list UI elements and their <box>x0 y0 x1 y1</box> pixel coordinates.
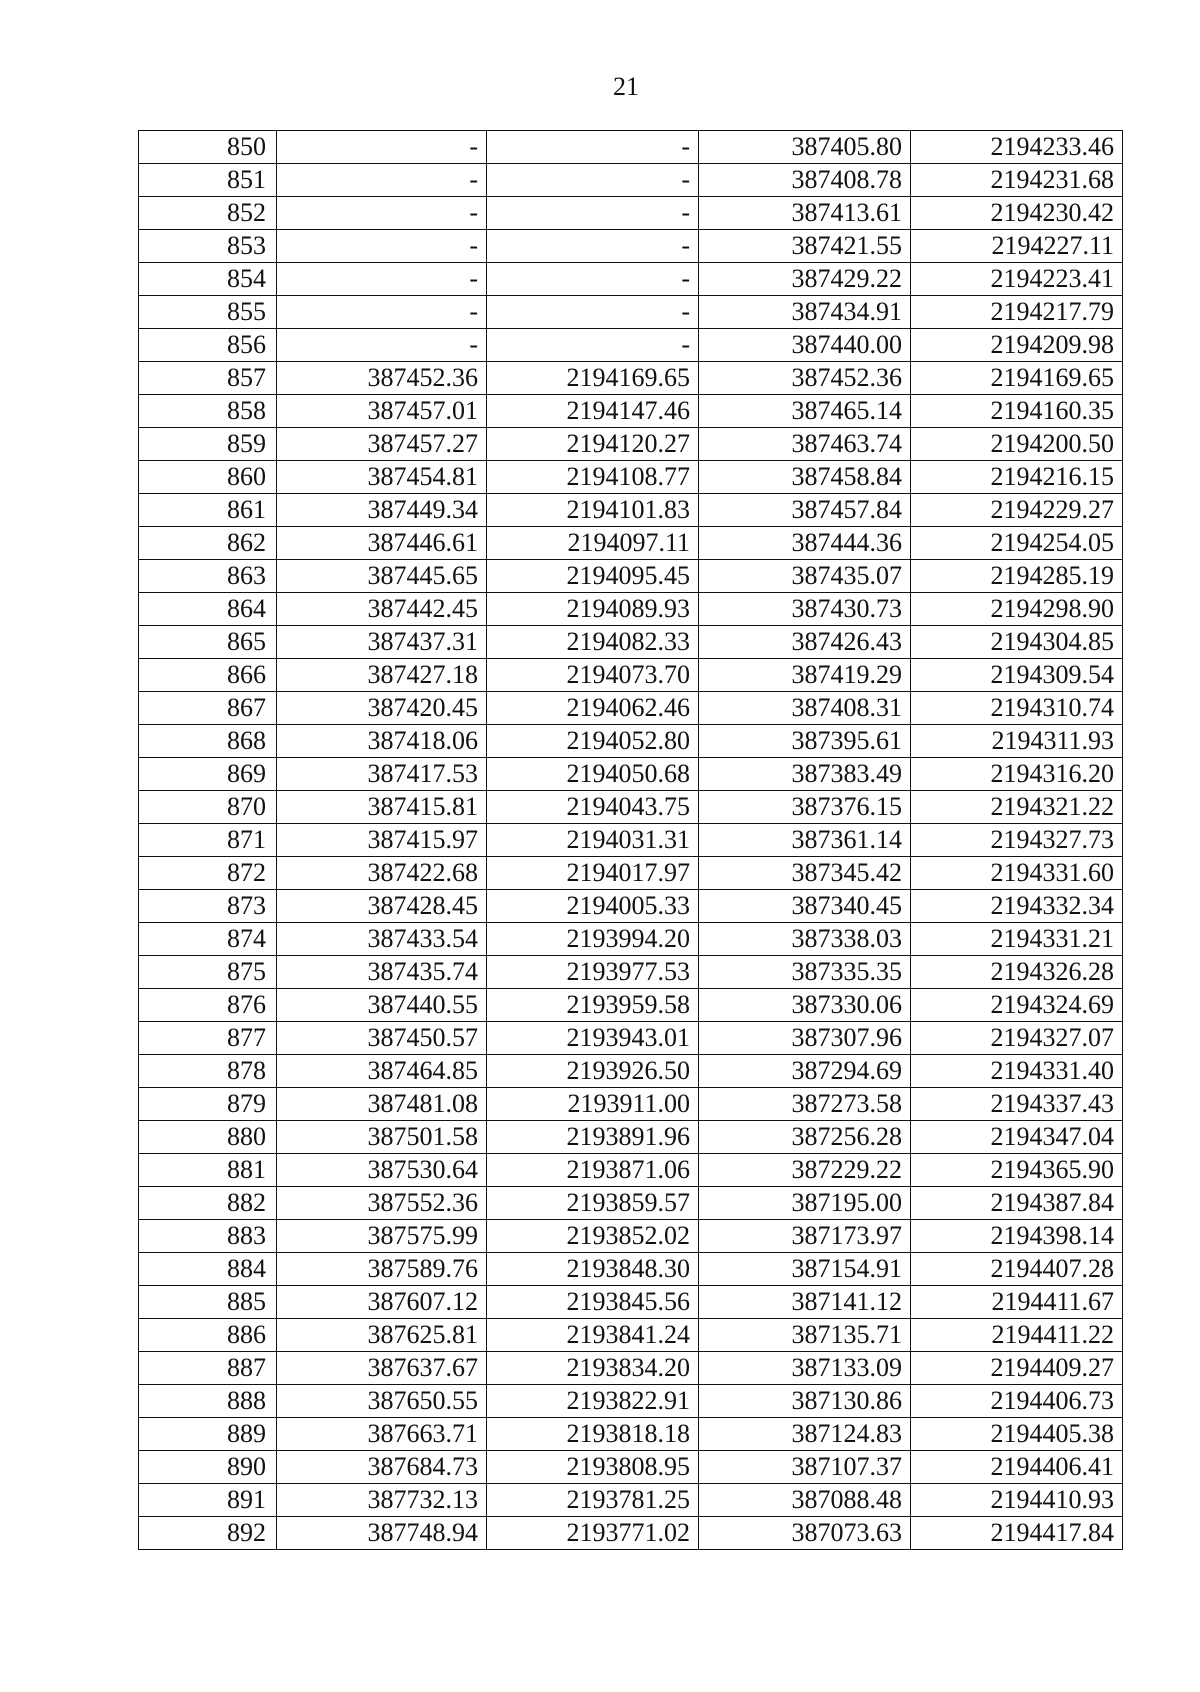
point-number-cell: 864 <box>139 593 277 626</box>
y-coordinate-cell: 2193943.01 <box>487 1022 699 1055</box>
y-coordinate-cell: - <box>487 296 699 329</box>
y-coordinate-cell: 2194005.33 <box>487 890 699 923</box>
point-number-cell: 885 <box>139 1286 277 1319</box>
table-row <box>139 1286 1123 1319</box>
y-coordinate-cell: 2194147.46 <box>487 395 699 428</box>
x-coordinate-cell: - <box>277 296 487 329</box>
point-number-cell: 868 <box>139 725 277 758</box>
y-coordinate-new-cell: 2194331.60 <box>911 857 1123 890</box>
x-coordinate-cell: 387452.36 <box>277 362 487 395</box>
table-row <box>139 164 1123 197</box>
x-coordinate-new-cell: 387340.45 <box>699 890 911 923</box>
y-coordinate-new-cell: 2194200.50 <box>911 428 1123 461</box>
y-coordinate-new-cell: 2194327.73 <box>911 824 1123 857</box>
x-coordinate-cell: 387445.65 <box>277 560 487 593</box>
x-coordinate-new-cell: 387419.29 <box>699 659 911 692</box>
x-coordinate-cell: 387625.81 <box>277 1319 487 1352</box>
y-coordinate-new-cell: 2194417.84 <box>911 1517 1123 1550</box>
y-coordinate-cell: - <box>487 197 699 230</box>
y-coordinate-new-cell: 2194217.79 <box>911 296 1123 329</box>
x-coordinate-cell: 387450.57 <box>277 1022 487 1055</box>
point-number-cell: 853 <box>139 230 277 263</box>
x-coordinate-new-cell: 387408.78 <box>699 164 911 197</box>
x-coordinate-new-cell: 387408.31 <box>699 692 911 725</box>
x-coordinate-cell: 387415.81 <box>277 791 487 824</box>
x-coordinate-cell: 387427.18 <box>277 659 487 692</box>
x-coordinate-new-cell: 387429.22 <box>699 263 911 296</box>
point-number-cell: 874 <box>139 923 277 956</box>
point-number-cell: 873 <box>139 890 277 923</box>
y-coordinate-cell: 2194052.80 <box>487 725 699 758</box>
table-row <box>139 1121 1123 1154</box>
y-coordinate-cell: 2193926.50 <box>487 1055 699 1088</box>
x-coordinate-cell: 387530.64 <box>277 1154 487 1187</box>
x-coordinate-new-cell: 387338.03 <box>699 923 911 956</box>
point-number-cell: 852 <box>139 197 277 230</box>
y-coordinate-new-cell: 2194233.46 <box>911 131 1123 164</box>
table-row <box>139 659 1123 692</box>
coordinate-table <box>138 130 1123 1550</box>
y-coordinate-new-cell: 2194298.90 <box>911 593 1123 626</box>
point-number-cell: 889 <box>139 1418 277 1451</box>
y-coordinate-new-cell: 2194311.93 <box>911 725 1123 758</box>
y-coordinate-new-cell: 2194321.22 <box>911 791 1123 824</box>
y-coordinate-new-cell: 2194254.05 <box>911 527 1123 560</box>
x-coordinate-new-cell: 387383.49 <box>699 758 911 791</box>
table-row <box>139 989 1123 1022</box>
x-coordinate-cell: 387418.06 <box>277 725 487 758</box>
point-number-cell: 871 <box>139 824 277 857</box>
table-row <box>139 494 1123 527</box>
x-coordinate-new-cell: 387173.97 <box>699 1220 911 1253</box>
y-coordinate-cell: 2194089.93 <box>487 593 699 626</box>
y-coordinate-new-cell: 2194398.14 <box>911 1220 1123 1253</box>
point-number-cell: 882 <box>139 1187 277 1220</box>
table-row <box>139 1319 1123 1352</box>
x-coordinate-cell: 387457.01 <box>277 395 487 428</box>
x-coordinate-cell: 387417.53 <box>277 758 487 791</box>
y-coordinate-new-cell: 2194406.41 <box>911 1451 1123 1484</box>
table-row <box>139 1154 1123 1187</box>
y-coordinate-cell: 2194031.31 <box>487 824 699 857</box>
y-coordinate-cell: 2193852.02 <box>487 1220 699 1253</box>
point-number-cell: 859 <box>139 428 277 461</box>
y-coordinate-cell: 2193871.06 <box>487 1154 699 1187</box>
point-number-cell: 851 <box>139 164 277 197</box>
table-row <box>139 791 1123 824</box>
y-coordinate-new-cell: 2194331.21 <box>911 923 1123 956</box>
table-row <box>139 626 1123 659</box>
y-coordinate-new-cell: 2194231.68 <box>911 164 1123 197</box>
point-number-cell: 891 <box>139 1484 277 1517</box>
point-number-cell: 878 <box>139 1055 277 1088</box>
point-number-cell: 856 <box>139 329 277 362</box>
table-row <box>139 692 1123 725</box>
x-coordinate-new-cell: 387465.14 <box>699 395 911 428</box>
x-coordinate-new-cell: 387133.09 <box>699 1352 911 1385</box>
x-coordinate-cell: - <box>277 329 487 362</box>
x-coordinate-cell: - <box>277 230 487 263</box>
y-coordinate-cell: - <box>487 329 699 362</box>
x-coordinate-cell: 387435.74 <box>277 956 487 989</box>
point-number-cell: 855 <box>139 296 277 329</box>
y-coordinate-new-cell: 2194310.74 <box>911 692 1123 725</box>
table-body <box>139 131 1123 1550</box>
x-coordinate-new-cell: 387154.91 <box>699 1253 911 1286</box>
x-coordinate-new-cell: 387435.07 <box>699 560 911 593</box>
table-row <box>139 1088 1123 1121</box>
table-row <box>139 1385 1123 1418</box>
y-coordinate-cell: 2194095.45 <box>487 560 699 593</box>
x-coordinate-new-cell: 387229.22 <box>699 1154 911 1187</box>
y-coordinate-cell: 2194108.77 <box>487 461 699 494</box>
y-coordinate-new-cell: 2194405.38 <box>911 1418 1123 1451</box>
x-coordinate-cell: 387650.55 <box>277 1385 487 1418</box>
table-row <box>139 725 1123 758</box>
x-coordinate-new-cell: 387458.84 <box>699 461 911 494</box>
point-number-cell: 867 <box>139 692 277 725</box>
table-row <box>139 824 1123 857</box>
point-number-cell: 879 <box>139 1088 277 1121</box>
x-coordinate-new-cell: 387330.06 <box>699 989 911 1022</box>
y-coordinate-cell: 2193994.20 <box>487 923 699 956</box>
point-number-cell: 861 <box>139 494 277 527</box>
point-number-cell: 880 <box>139 1121 277 1154</box>
y-coordinate-new-cell: 2194410.93 <box>911 1484 1123 1517</box>
table-row <box>139 1022 1123 1055</box>
y-coordinate-new-cell: 2194169.65 <box>911 362 1123 395</box>
x-coordinate-cell: 387437.31 <box>277 626 487 659</box>
y-coordinate-cell: 2193848.30 <box>487 1253 699 1286</box>
table-row <box>139 956 1123 989</box>
y-coordinate-cell: 2193959.58 <box>487 989 699 1022</box>
y-coordinate-cell: 2193808.95 <box>487 1451 699 1484</box>
table-row <box>139 263 1123 296</box>
point-number-cell: 860 <box>139 461 277 494</box>
x-coordinate-new-cell: 387426.43 <box>699 626 911 659</box>
y-coordinate-new-cell: 2194223.41 <box>911 263 1123 296</box>
table-row <box>139 1517 1123 1550</box>
table-row <box>139 296 1123 329</box>
table-row <box>139 890 1123 923</box>
y-coordinate-cell: 2193771.02 <box>487 1517 699 1550</box>
x-coordinate-new-cell: 387430.73 <box>699 593 911 626</box>
x-coordinate-cell: 387428.45 <box>277 890 487 923</box>
table-row <box>139 527 1123 560</box>
x-coordinate-new-cell: 387421.55 <box>699 230 911 263</box>
point-number-cell: 884 <box>139 1253 277 1286</box>
x-coordinate-cell: - <box>277 164 487 197</box>
y-coordinate-new-cell: 2194160.35 <box>911 395 1123 428</box>
point-number-cell: 865 <box>139 626 277 659</box>
x-coordinate-new-cell: 387307.96 <box>699 1022 911 1055</box>
y-coordinate-new-cell: 2194304.85 <box>911 626 1123 659</box>
y-coordinate-cell: - <box>487 230 699 263</box>
table-row <box>139 230 1123 263</box>
table-row <box>139 857 1123 890</box>
x-coordinate-cell: 387732.13 <box>277 1484 487 1517</box>
y-coordinate-cell: 2194097.11 <box>487 527 699 560</box>
y-coordinate-new-cell: 2194337.43 <box>911 1088 1123 1121</box>
table-row <box>139 1187 1123 1220</box>
x-coordinate-cell: 387748.94 <box>277 1517 487 1550</box>
point-number-cell: 876 <box>139 989 277 1022</box>
x-coordinate-new-cell: 387124.83 <box>699 1418 911 1451</box>
x-coordinate-cell: 387446.61 <box>277 527 487 560</box>
x-coordinate-new-cell: 387434.91 <box>699 296 911 329</box>
y-coordinate-cell: 2194062.46 <box>487 692 699 725</box>
y-coordinate-cell: 2193822.91 <box>487 1385 699 1418</box>
x-coordinate-new-cell: 387457.84 <box>699 494 911 527</box>
point-number-cell: 887 <box>139 1352 277 1385</box>
point-number-cell: 872 <box>139 857 277 890</box>
table-row <box>139 1451 1123 1484</box>
x-coordinate-new-cell: 387452.36 <box>699 362 911 395</box>
x-coordinate-new-cell: 387141.12 <box>699 1286 911 1319</box>
x-coordinate-cell: 387575.99 <box>277 1220 487 1253</box>
y-coordinate-new-cell: 2194411.67 <box>911 1286 1123 1319</box>
y-coordinate-cell: 2193845.56 <box>487 1286 699 1319</box>
x-coordinate-new-cell: 387345.42 <box>699 857 911 890</box>
table-row <box>139 758 1123 791</box>
x-coordinate-cell: 387663.71 <box>277 1418 487 1451</box>
y-coordinate-cell: - <box>487 263 699 296</box>
point-number-cell: 875 <box>139 956 277 989</box>
y-coordinate-cell: 2193841.24 <box>487 1319 699 1352</box>
x-coordinate-new-cell: 387405.80 <box>699 131 911 164</box>
point-number-cell: 866 <box>139 659 277 692</box>
x-coordinate-cell: 387589.76 <box>277 1253 487 1286</box>
x-coordinate-new-cell: 387376.15 <box>699 791 911 824</box>
x-coordinate-new-cell: 387335.35 <box>699 956 911 989</box>
x-coordinate-cell: 387684.73 <box>277 1451 487 1484</box>
table-row <box>139 329 1123 362</box>
y-coordinate-cell: - <box>487 131 699 164</box>
y-coordinate-cell: 2193891.96 <box>487 1121 699 1154</box>
point-number-cell: 881 <box>139 1154 277 1187</box>
x-coordinate-new-cell: 387256.28 <box>699 1121 911 1154</box>
y-coordinate-new-cell: 2194285.19 <box>911 560 1123 593</box>
y-coordinate-new-cell: 2194324.69 <box>911 989 1123 1022</box>
y-coordinate-new-cell: 2194326.28 <box>911 956 1123 989</box>
x-coordinate-cell: 387442.45 <box>277 593 487 626</box>
y-coordinate-cell: 2193818.18 <box>487 1418 699 1451</box>
x-coordinate-cell: 387420.45 <box>277 692 487 725</box>
y-coordinate-new-cell: 2194216.15 <box>911 461 1123 494</box>
point-number-cell: 869 <box>139 758 277 791</box>
x-coordinate-cell: 387415.97 <box>277 824 487 857</box>
y-coordinate-cell: 2194120.27 <box>487 428 699 461</box>
y-coordinate-new-cell: 2194347.04 <box>911 1121 1123 1154</box>
y-coordinate-cell: 2194082.33 <box>487 626 699 659</box>
y-coordinate-new-cell: 2194309.54 <box>911 659 1123 692</box>
x-coordinate-cell: - <box>277 197 487 230</box>
x-coordinate-new-cell: 387273.58 <box>699 1088 911 1121</box>
table-row <box>139 461 1123 494</box>
x-coordinate-cell: 387464.85 <box>277 1055 487 1088</box>
table-row <box>139 197 1123 230</box>
x-coordinate-cell: - <box>277 263 487 296</box>
table-row <box>139 1253 1123 1286</box>
y-coordinate-cell: 2194050.68 <box>487 758 699 791</box>
y-coordinate-cell: 2193859.57 <box>487 1187 699 1220</box>
y-coordinate-new-cell: 2194327.07 <box>911 1022 1123 1055</box>
y-coordinate-new-cell: 2194229.27 <box>911 494 1123 527</box>
y-coordinate-new-cell: 2194331.40 <box>911 1055 1123 1088</box>
table-row <box>139 1484 1123 1517</box>
x-coordinate-cell: 387481.08 <box>277 1088 487 1121</box>
y-coordinate-cell: 2194043.75 <box>487 791 699 824</box>
y-coordinate-cell: 2193911.00 <box>487 1088 699 1121</box>
y-coordinate-new-cell: 2194316.20 <box>911 758 1123 791</box>
x-coordinate-cell: 387552.36 <box>277 1187 487 1220</box>
y-coordinate-cell: 2194073.70 <box>487 659 699 692</box>
y-coordinate-cell: 2194169.65 <box>487 362 699 395</box>
x-coordinate-cell: 387454.81 <box>277 461 487 494</box>
page-number: 21 <box>613 72 639 101</box>
y-coordinate-new-cell: 2194387.84 <box>911 1187 1123 1220</box>
y-coordinate-new-cell: 2194407.28 <box>911 1253 1123 1286</box>
x-coordinate-new-cell: 387130.86 <box>699 1385 911 1418</box>
x-coordinate-cell: 387433.54 <box>277 923 487 956</box>
point-number-cell: 888 <box>139 1385 277 1418</box>
y-coordinate-new-cell: 2194332.34 <box>911 890 1123 923</box>
y-coordinate-new-cell: 2194406.73 <box>911 1385 1123 1418</box>
y-coordinate-cell: 2193781.25 <box>487 1484 699 1517</box>
x-coordinate-new-cell: 387395.61 <box>699 725 911 758</box>
table-row <box>139 923 1123 956</box>
y-coordinate-new-cell: 2194227.11 <box>911 230 1123 263</box>
x-coordinate-cell: 387440.55 <box>277 989 487 1022</box>
x-coordinate-new-cell: 387463.74 <box>699 428 911 461</box>
x-coordinate-new-cell: 387440.00 <box>699 329 911 362</box>
y-coordinate-new-cell: 2194230.42 <box>911 197 1123 230</box>
table-row <box>139 593 1123 626</box>
x-coordinate-cell: 387422.68 <box>277 857 487 890</box>
y-coordinate-cell: 2194101.83 <box>487 494 699 527</box>
x-coordinate-new-cell: 387195.00 <box>699 1187 911 1220</box>
table-row <box>139 1220 1123 1253</box>
x-coordinate-new-cell: 387073.63 <box>699 1517 911 1550</box>
x-coordinate-cell: 387449.34 <box>277 494 487 527</box>
x-coordinate-cell: 387457.27 <box>277 428 487 461</box>
point-number-cell: 850 <box>139 131 277 164</box>
y-coordinate-cell: 2193977.53 <box>487 956 699 989</box>
point-number-cell: 862 <box>139 527 277 560</box>
x-coordinate-cell: 387607.12 <box>277 1286 487 1319</box>
x-coordinate-new-cell: 387361.14 <box>699 824 911 857</box>
point-number-cell: 883 <box>139 1220 277 1253</box>
point-number-cell: 870 <box>139 791 277 824</box>
x-coordinate-new-cell: 387294.69 <box>699 1055 911 1088</box>
point-number-cell: 857 <box>139 362 277 395</box>
table-row <box>139 131 1123 164</box>
x-coordinate-new-cell: 387088.48 <box>699 1484 911 1517</box>
point-number-cell: 854 <box>139 263 277 296</box>
y-coordinate-cell: 2194017.97 <box>487 857 699 890</box>
x-coordinate-cell: 387637.67 <box>277 1352 487 1385</box>
table-row <box>139 362 1123 395</box>
point-number-cell: 886 <box>139 1319 277 1352</box>
y-coordinate-cell: - <box>487 164 699 197</box>
y-coordinate-new-cell: 2194365.90 <box>911 1154 1123 1187</box>
x-coordinate-cell: 387501.58 <box>277 1121 487 1154</box>
y-coordinate-new-cell: 2194209.98 <box>911 329 1123 362</box>
point-number-cell: 863 <box>139 560 277 593</box>
point-number-cell: 858 <box>139 395 277 428</box>
table-row <box>139 395 1123 428</box>
table-row <box>139 428 1123 461</box>
point-number-cell: 877 <box>139 1022 277 1055</box>
table-row <box>139 1418 1123 1451</box>
x-coordinate-new-cell: 387413.61 <box>699 197 911 230</box>
x-coordinate-cell: - <box>277 131 487 164</box>
table-row <box>139 560 1123 593</box>
x-coordinate-new-cell: 387135.71 <box>699 1319 911 1352</box>
point-number-cell: 890 <box>139 1451 277 1484</box>
x-coordinate-new-cell: 387107.37 <box>699 1451 911 1484</box>
y-coordinate-new-cell: 2194411.22 <box>911 1319 1123 1352</box>
y-coordinate-new-cell: 2194409.27 <box>911 1352 1123 1385</box>
point-number-cell: 892 <box>139 1517 277 1550</box>
table-row <box>139 1055 1123 1088</box>
x-coordinate-new-cell: 387444.36 <box>699 527 911 560</box>
table-row <box>139 1352 1123 1385</box>
y-coordinate-cell: 2193834.20 <box>487 1352 699 1385</box>
